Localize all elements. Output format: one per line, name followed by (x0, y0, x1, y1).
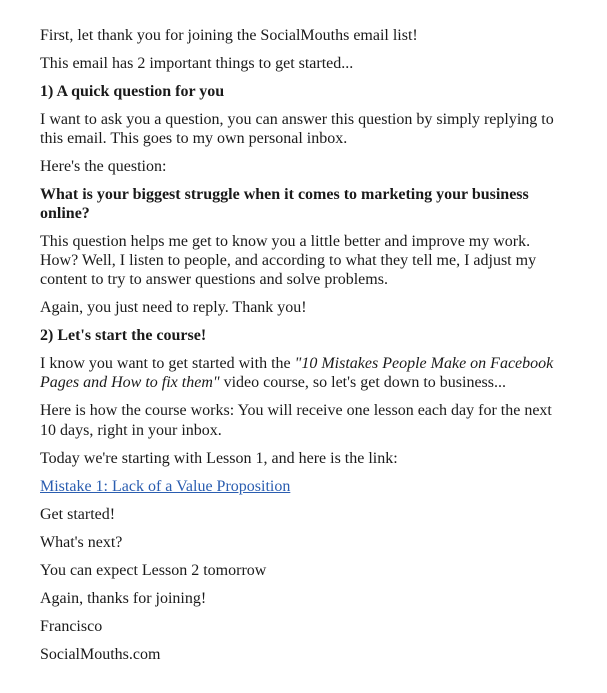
paragraph-question-bold: What is your biggest struggle when it comes to marketing your business online? (40, 186, 529, 223)
course-title-italic: "10 Mistakes People Make on Facebook Pages and How to fix them" (40, 355, 554, 392)
paragraph-lesson-link (40, 477, 555, 496)
paragraph-question-lead: Here's the question: (40, 158, 167, 176)
course-intro-after: video course, so let's get down to business... (219, 374, 506, 392)
lesson-1-link[interactable]: Mistake 1: Lack of a Value Proposition (40, 477, 291, 495)
section-2-heading: 2) Let's start the course! (40, 327, 207, 345)
paragraph-today-lead: Today we're starting with Lesson 1, and here is the link: (40, 449, 398, 467)
signature-name: Francisco (40, 617, 103, 635)
course-intro-before: I know you want to get started with the (40, 355, 295, 373)
paragraph-reply-note: Again, you just need to reply. Thank you! (40, 299, 307, 317)
signature-site: SocialMouths.com (40, 645, 161, 663)
paragraph-course-intro (40, 354, 555, 392)
paragraph-expect-lesson2: You can expect Lesson 2 tomorrow (40, 561, 267, 579)
paragraph-get-started: Get started! (40, 505, 116, 523)
section-1-heading: 1) A quick question for you (40, 83, 225, 101)
paragraph-thanks: Again, thanks for joining! (40, 589, 207, 607)
paragraph-how-it-works: Here is how the course works: You will receive one lesson each day for the next 10 days, right in your inbox. (40, 402, 552, 439)
paragraph-explanation: This question helps me get to know you a little better and improve my work. How? Well, I listen to people, and according to what they tell me, I adjust my content to try to answer questions and solve problems. (40, 233, 537, 289)
paragraph-overview: This email has 2 important things to get started... (40, 55, 354, 73)
paragraph-whats-next: What's next? (40, 533, 123, 551)
paragraph-intro: First, let thank you for joining the SocialMouths email list! (40, 27, 418, 44)
paragraph-ask-question: I want to ask you a question, you can answer this question by simply replying to this email. This goes to my own personal inbox. (40, 111, 554, 148)
